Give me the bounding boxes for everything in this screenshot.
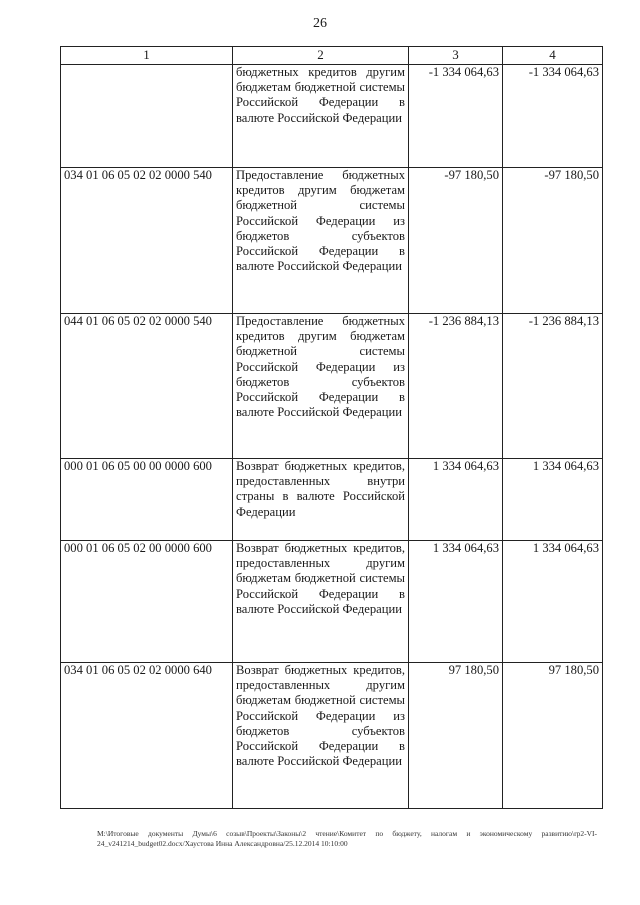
item-name-cell: Предоставление бюджетных кредитов другим бюджетам бюджетной системы Российской Федерации из бюджетов субъектов Российской Федерации в валюте Российской Федерации: [233, 168, 409, 314]
item-name-cell: бюджетных кредитов другим бюджетам бюджетной системы Российской Федерации в валюте Российской Федерации: [233, 65, 409, 168]
table-row: [61, 168, 603, 314]
table-row: [61, 541, 603, 663]
item-name-cell: Предоставление бюджетных кредитов другим бюджетам бюджетной системы Российской Федерации из бюджетов субъектов Российской Федерации в валюте Российской Федерации: [233, 314, 409, 459]
table-row: [61, 663, 603, 809]
amount-col3-cell: 97 180,50: [409, 663, 503, 809]
table-header-row: [61, 47, 603, 65]
column-header-3: 3: [409, 47, 503, 65]
amount-col3-cell: 1 334 064,63: [409, 459, 503, 541]
amount-col4-cell: -1 334 064,63: [503, 65, 603, 168]
budget-code-cell: 000 01 06 05 02 00 0000 600: [61, 541, 233, 663]
item-name-cell: Возврат бюджетных кредитов, предоставленных другим бюджетам бюджетной системы Российской Федерации в валюте Российской Федерации: [233, 541, 409, 663]
item-name-cell: Возврат бюджетных кредитов, предоставленных другим бюджетам бюджетной системы Российской Федерации из бюджетов субъектов Российской Федерации в валюте Российской Федерации: [233, 663, 409, 809]
amount-col3-cell: -1 236 884,13: [409, 314, 503, 459]
table-row: [61, 65, 603, 168]
column-header-1: 1: [61, 47, 233, 65]
budget-code-cell: 034 01 06 05 02 02 0000 640: [61, 663, 233, 809]
column-header-2: 2: [233, 47, 409, 65]
column-header-4: 4: [503, 47, 603, 65]
amount-col3-cell: 1 334 064,63: [409, 541, 503, 663]
page-number: 26: [313, 16, 327, 31]
amount-col3-cell: -1 334 064,63: [409, 65, 503, 168]
amount-col4-cell: -1 236 884,13: [503, 314, 603, 459]
budget-code-cell: [61, 65, 233, 168]
budget-code-cell: 034 01 06 05 02 02 0000 540: [61, 168, 233, 314]
table-row: [61, 459, 603, 541]
amount-col4-cell: 1 334 064,63: [503, 459, 603, 541]
amount-col4-cell: -97 180,50: [503, 168, 603, 314]
amount-col3-cell: -97 180,50: [409, 168, 503, 314]
budget-code-cell: 000 01 06 05 00 00 0000 600: [61, 459, 233, 541]
item-name-cell: Возврат бюджетных кредитов, предоставленных внутри страны в валюте Российской Федерации: [233, 459, 409, 541]
amount-col4-cell: 97 180,50: [503, 663, 603, 809]
budget-sources-table: [60, 46, 603, 809]
amount-col4-cell: 1 334 064,63: [503, 541, 603, 663]
document-file-path-footer: M:\Итоговые документы Думы\6 созыв\Проекты\Законы\2 чтение\Комитет по бюджету, налогам и экономическому развитию\rp2-VI-24_v241214_budget02.docx/Хаустова Инна Александровна/25.12.2014 10:10:00: [97, 829, 597, 848]
table-row: [61, 314, 603, 459]
budget-code-cell: 044 01 06 05 02 02 0000 540: [61, 314, 233, 459]
